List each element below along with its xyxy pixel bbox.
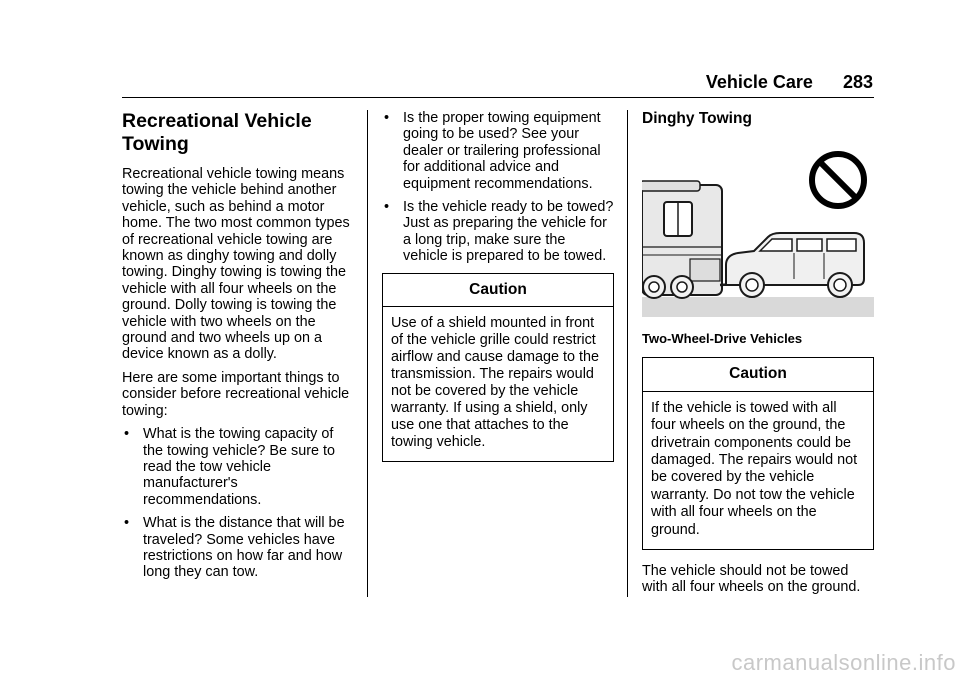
caution-title: Caution: [383, 274, 613, 307]
list-item: • What is the towing capacity of the towing vehicle? Be sure to read the tow vehicle manufacturer's recommendations.: [122, 426, 354, 508]
column-divider-1: [367, 110, 368, 597]
section-title: Recreational Vehicle Towing: [122, 110, 312, 155]
caution-body: Use of a shield mounted in front of the vehicle grille could restrict airflow and cause damage to the transmission. The repairs would not be covered by the vehicle warranty. If using a shield, only use one that attaches to the towing vehicle.: [391, 315, 599, 451]
final-paragraph: The vehicle should not be towed with all four wheels on the ground.: [642, 563, 861, 596]
column-2: [382, 110, 614, 462]
dinghy-towing-figure: [642, 147, 874, 317]
caution-box-drivetrain: [642, 357, 874, 550]
considerations-list: [122, 426, 354, 581]
list-item: • Is the vehicle ready to be towed? Just as preparing the vehicle for a long trip, make sure the vehicle is prepared to be towed.: [382, 199, 614, 265]
considerations-paragraph: Here are some important things to consider before recreational vehicle towing:: [122, 369, 350, 419]
header-page-number: 283: [842, 72, 873, 92]
caution-box-shield: [382, 273, 614, 462]
column-divider-2: [627, 110, 628, 597]
figure-caption: Two-Wheel-Drive Vehicles: [642, 331, 803, 346]
intro-paragraph: Recreational vehicle towing means towing the vehicle behind another vehicle, such as behind a motor home. The two most common types of recreational vehicle towing are known as dinghy towing and dolly towing. Dinghy towing is towing the vehicle with all four wheels on the ground. Dolly towing is towing the vehicle with two wheels on the ground and two wheels up on a device known as a dolly.: [122, 166, 350, 363]
header-section: Vehicle Care: [705, 72, 813, 92]
caution-title: Caution: [643, 358, 873, 391]
motor-home-icon: [642, 181, 722, 298]
subsection-title: Dinghy Towing: [642, 110, 752, 127]
prohibited-icon: [812, 154, 864, 206]
list-item: • What is the distance that will be traveled? Some vehicles have restrictions on how far and how long they can tow.: [122, 515, 354, 581]
considerations-list-continued: [382, 110, 614, 265]
list-item: • Is the proper towing equipment going to be used? See your dealer or trailering professional for additional advice and equipment recommendations.: [382, 110, 614, 192]
ground-shadow: [642, 297, 874, 317]
caution-body: If the vehicle is towed with all four wheels on the ground, the drivetrain components could be damaged. The repairs would not be covered by the vehicle warranty. Do not tow the vehicle with all four wheels on the ground.: [651, 399, 858, 538]
towed-suv-icon: [726, 233, 864, 297]
header-rule: [122, 97, 874, 98]
page-header: [706, 72, 873, 93]
column-3: [642, 110, 874, 603]
watermark: carmanualsonline.info: [731, 650, 956, 675]
column-1: [122, 110, 354, 588]
